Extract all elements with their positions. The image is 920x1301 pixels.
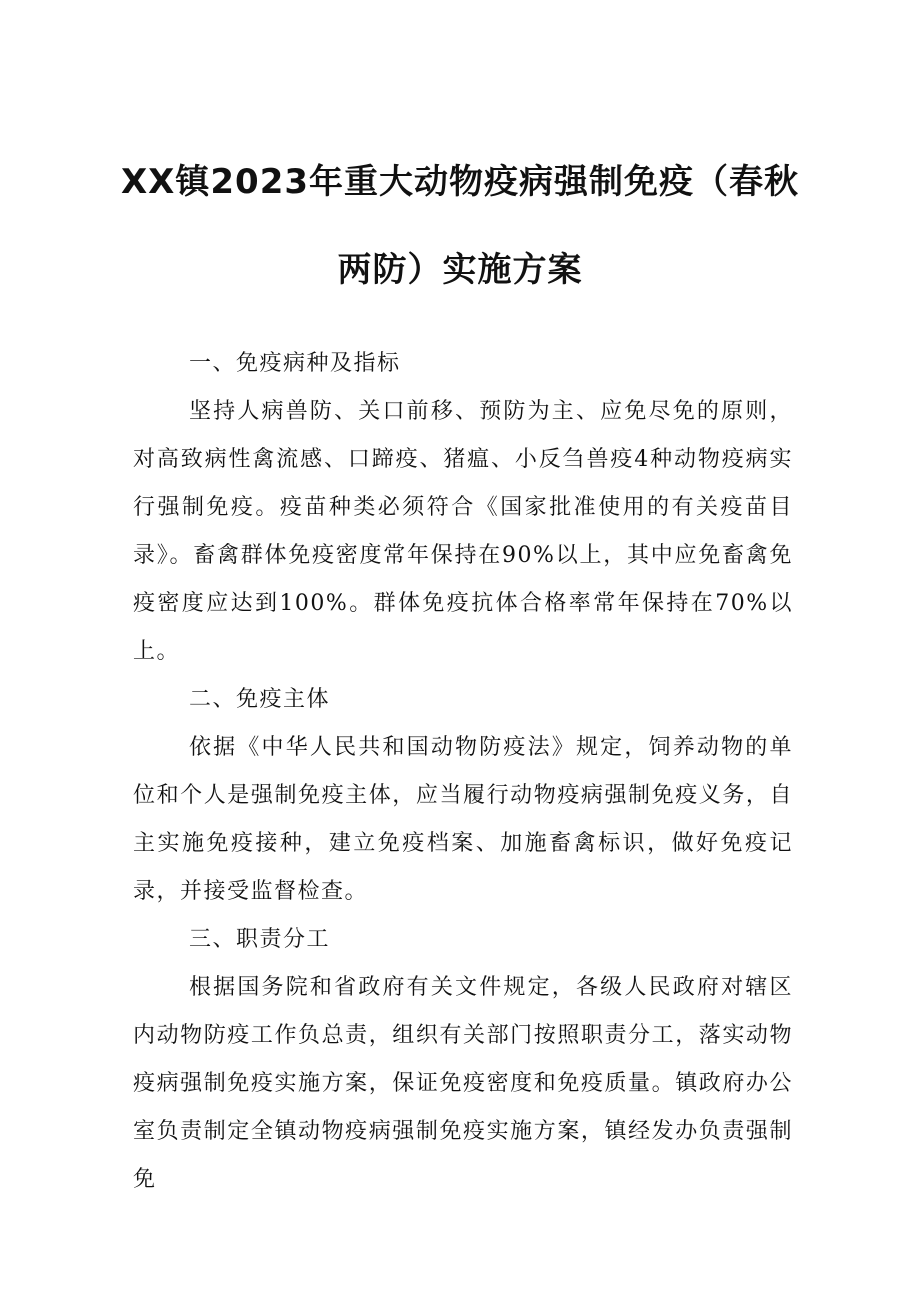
section-paragraph-1: 坚持人病兽防、关口前移、预防为主、应免尽免的原则，对高致病性禽流感、口蹄疫、猪瘟、小反刍兽疫4种动物疫病实行强制免疫。疫苗种类必须符合《国家批准使用的有关疫苗目录》。畜禽群体免疫密度常年保持在90%以上，其中应免畜禽免疫密度应达到100%。群体免疫抗体合格率常年保持在70%以上。	[133, 399, 793, 664]
section-heading-3: 三、职责分工	[189, 927, 331, 952]
section-heading-1: 一、免疫病种及指标	[189, 351, 401, 376]
section-paragraph-3: 根据国务院和省政府有关文件规定，各级人民政府对辖区内动物防疫工作负总责，组织有关部门按照职责分工，落实动物疫病强制免疫实施方案，保证免疫密度和免疫质量。镇政府办公室负责制定全镇动物疫病强制免疫实施方案，镇经发办负责强制免	[133, 975, 793, 1192]
section-paragraph-2: 依据《中华人民共和国动物防疫法》规定，饲养动物的单位和个人是强制免疫主体，应当履行动物疫病强制免疫义务，自主实施免疫接种，建立免疫档案、加施畜禽标识，做好免疫记录，并接受监督检查。	[133, 735, 793, 904]
document-title-line-1: XX镇2023年重大动物疫病强制免疫（春秋	[120, 162, 800, 202]
document-body	[133, 340, 793, 1204]
section-heading-2: 二、免疫主体	[189, 687, 331, 712]
document-title-line-2: 两防）实施方案	[337, 250, 583, 290]
